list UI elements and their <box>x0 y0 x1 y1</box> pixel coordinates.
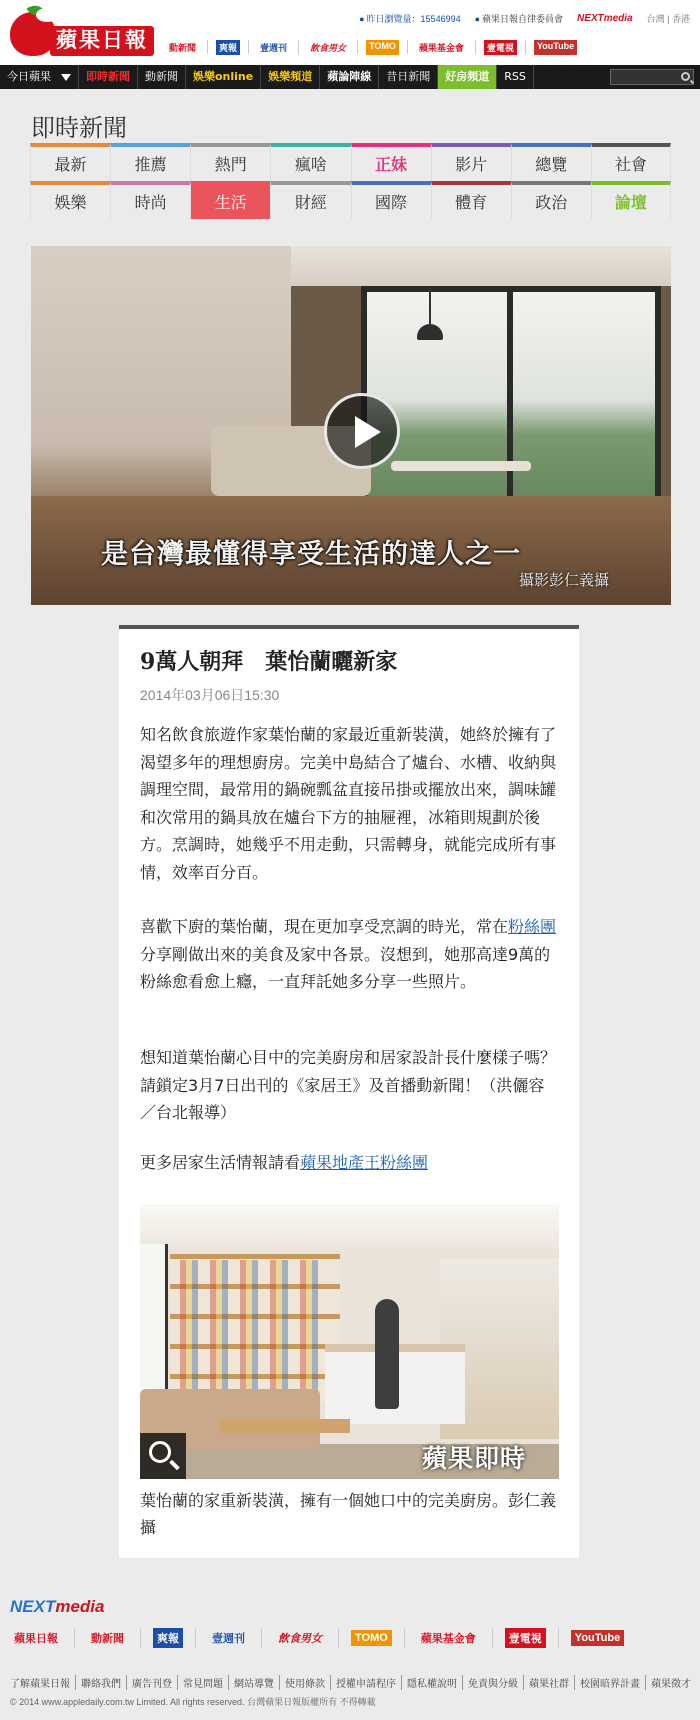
video-credit: 攝影彭仁義攝 <box>519 571 610 589</box>
person-figure <box>375 1299 399 1409</box>
region-hk-link[interactable]: 香港 <box>671 14 690 24</box>
zoom-button[interactable] <box>140 1433 186 1479</box>
nav-entertainment-channel[interactable]: 娛樂頻道 <box>261 65 320 89</box>
tab-15[interactable]: 論壇 <box>591 181 671 219</box>
bullet-icon: ● <box>359 14 365 24</box>
footer-site-tomo[interactable]: TOMO <box>351 1630 392 1646</box>
footer-site-foundation[interactable]: 蘋果基金會 <box>420 1633 476 1645</box>
photo-watermark: 蘋果即時 <box>422 1444 527 1473</box>
tab-10[interactable]: 生活 <box>190 181 270 219</box>
video-subtitle: 是台灣最懂得享受生活的達人之一 <box>101 539 521 570</box>
site-link-sharp-daily[interactable]: 爽報 <box>216 40 240 55</box>
nav-realtime-news[interactable]: 即時新聞 <box>79 65 138 89</box>
nextmedia-link[interactable]: NEXTmedia <box>577 13 633 24</box>
real-estate-fan-page-link[interactable]: 蘋果地產王粉絲團 <box>300 1153 429 1172</box>
site-link-next-tv[interactable]: 壹電視 <box>484 40 517 55</box>
article-headline: 9萬人朝拜 葉怡蘭曬新家 <box>140 649 398 675</box>
footer <box>0 1575 700 1720</box>
article-photo[interactable] <box>140 1204 559 1479</box>
self-regulation-label[interactable]: 蘋果日報自律委員會 <box>482 14 564 24</box>
copyright: © 2014 www.appledaily.com.tw Limited. All rights reserved. 台灣蘋果日報版權所有 不得轉載 <box>10 1697 376 1707</box>
magnifier-icon <box>149 1441 171 1463</box>
search-input[interactable] <box>611 71 679 85</box>
site-link-animation-news[interactable]: 動新聞 <box>169 43 197 53</box>
tab-8[interactable]: 娛樂 <box>30 181 110 219</box>
bullet-icon: ● <box>474 14 481 24</box>
article-paragraph: 想知道葉怡蘭心目中的完美廚房和居家設計長什麼樣子嗎？請鎖定3月7日出刊的《家居王》及首播動新聞！（洪儷容／台北報導） <box>140 1048 557 1122</box>
search-icon[interactable] <box>681 72 690 81</box>
footer-link-2[interactable]: 廣告刊登 <box>127 1675 178 1690</box>
nav-archive[interactable]: 昔日新聞 <box>379 65 438 89</box>
nav-opinion[interactable]: 蘋論陣線 <box>320 65 379 89</box>
footer-link-10[interactable]: 校園暗界計畫 <box>575 1675 646 1690</box>
footer-link-8[interactable]: 免責與分級 <box>463 1675 524 1690</box>
tab-4[interactable]: 正妹 <box>351 143 431 181</box>
footer-site-next-magazine[interactable]: 壹週刊 <box>212 1633 245 1645</box>
logo-text: 蘋果日報 <box>50 26 154 56</box>
play-icon[interactable] <box>324 393 400 469</box>
footer-link-0[interactable]: 了解蘋果日報 <box>10 1675 76 1690</box>
site-link-tomo[interactable]: TOMO <box>366 40 399 55</box>
article-paragraph: 喜歡下廚的葉怡蘭，現在更加享受烹調的時光，常在粉絲團分享剛做出來的美食及家中各景。沒想到，她那高達9萬的粉絲愈看愈上癮，一直拜託她多分享一些照片。 <box>140 917 557 991</box>
site-link-next-magazine[interactable]: 壹週刊 <box>260 43 288 53</box>
tab-3[interactable]: 瘋啥 <box>270 143 350 181</box>
nextmedia-logo[interactable]: NEXTmedia <box>10 1597 105 1616</box>
tab-6[interactable]: 總覽 <box>511 143 591 181</box>
footer-site-eat-drink[interactable]: 飲食男女 <box>278 1633 322 1645</box>
photo-caption: 葉怡蘭的家重新裝潢，擁有一個她口中的完美廚房。彭仁義攝 <box>140 1491 557 1537</box>
top-header <box>0 0 700 65</box>
footer-site-next-tv[interactable]: 壹電視 <box>505 1628 546 1648</box>
footer-site-animation-news[interactable]: 動新聞 <box>91 1633 124 1645</box>
footer-link-6[interactable]: 授權申請程序 <box>331 1675 402 1690</box>
footer-link-9[interactable]: 蘋果社群 <box>524 1675 575 1690</box>
tab-7[interactable]: 社會 <box>591 143 671 181</box>
footer-link-5[interactable]: 使用條款 <box>280 1675 331 1690</box>
footer-link-3[interactable]: 常見問題 <box>178 1675 229 1690</box>
article-paragraph: 知名飲食旅遊作家葉怡蘭的家最近重新裝潢，她終於擁有了渴望多年的理想廚房。完美中島結合了爐台、水槽、收納與調理空間，最常用的鍋碗瓢盆直接吊掛或擺放出來，調味罐和次常用的鍋具放在爐台下方的抽屜裡，冰箱則規劃於後方。烹調時，她幾乎不用走動，只需轉身，就能完成所有事情，效率百分百。 <box>140 725 557 882</box>
site-link-eat-drink[interactable]: 飲食男女 <box>310 43 347 53</box>
footer-site-sharp-daily[interactable]: 爽報 <box>153 1628 183 1648</box>
footer-youtube-icon[interactable]: YouTube <box>571 1630 624 1646</box>
fan-page-link[interactable]: 粉絲團 <box>508 917 557 936</box>
tab-14[interactable]: 政治 <box>511 181 591 219</box>
footer-sites <box>10 1628 624 1648</box>
nav-rss[interactable]: RSS <box>497 65 534 89</box>
daily-visits: 昨日瀏覽量：15546994 <box>366 14 461 24</box>
tab-0[interactable]: 最新 <box>30 143 110 181</box>
footer-links <box>10 1675 696 1690</box>
tab-2[interactable]: 熱門 <box>190 143 270 181</box>
search-box <box>610 69 694 85</box>
top-links: ● 昨日瀏覽量：15546994 ● 蘋果日報自律委員會 NEXTmedia 台灣 | 香港 <box>359 13 690 24</box>
category-tabs <box>30 143 671 219</box>
article <box>119 625 579 1558</box>
bookshelf-scene <box>170 1254 340 1404</box>
tab-12[interactable]: 國際 <box>351 181 431 219</box>
nav-housing[interactable]: 好房頻道 <box>438 65 497 89</box>
site-link-foundation[interactable]: 蘋果基金會 <box>418 43 464 53</box>
youtube-icon[interactable]: YouTube <box>534 40 577 55</box>
tab-11[interactable]: 財經 <box>270 181 350 219</box>
pendant-lamp <box>429 286 431 326</box>
tab-1[interactable]: 推薦 <box>110 143 190 181</box>
tab-13[interactable]: 體育 <box>431 181 511 219</box>
article-date: 2014年03月06日15:30 <box>140 687 280 703</box>
dropdown-arrow-icon <box>61 74 71 81</box>
footer-site-apple-daily[interactable]: 蘋果日報 <box>14 1633 58 1645</box>
apple-daily-logo[interactable] <box>6 4 158 59</box>
footer-link-4[interactable]: 網站導覽 <box>229 1675 280 1690</box>
tab-9[interactable]: 時尚 <box>110 181 190 219</box>
nav-animation-news[interactable]: 動新聞 <box>138 65 186 89</box>
footer-link-7[interactable]: 隱私權說明 <box>402 1675 463 1690</box>
footer-link-1[interactable]: 聯絡我們 <box>76 1675 127 1690</box>
footer-link-11[interactable]: 蘋果徵才 <box>651 1679 691 1690</box>
region-tw-link[interactable]: 台灣 <box>646 14 665 24</box>
section-title: 即時新聞 <box>31 114 127 142</box>
nav-entertainment-online[interactable]: 娛樂online <box>186 65 261 89</box>
main-nav <box>0 65 700 89</box>
article-paragraph: 更多居家生活情報請看蘋果地產王粉絲團 <box>140 1153 429 1172</box>
nav-today-apple[interactable]: 今日蘋果 <box>0 65 79 89</box>
tab-5[interactable]: 影片 <box>431 143 511 181</box>
self-regulation-link[interactable] <box>475 12 563 25</box>
video-player[interactable] <box>31 246 671 605</box>
partner-sites <box>166 40 577 55</box>
